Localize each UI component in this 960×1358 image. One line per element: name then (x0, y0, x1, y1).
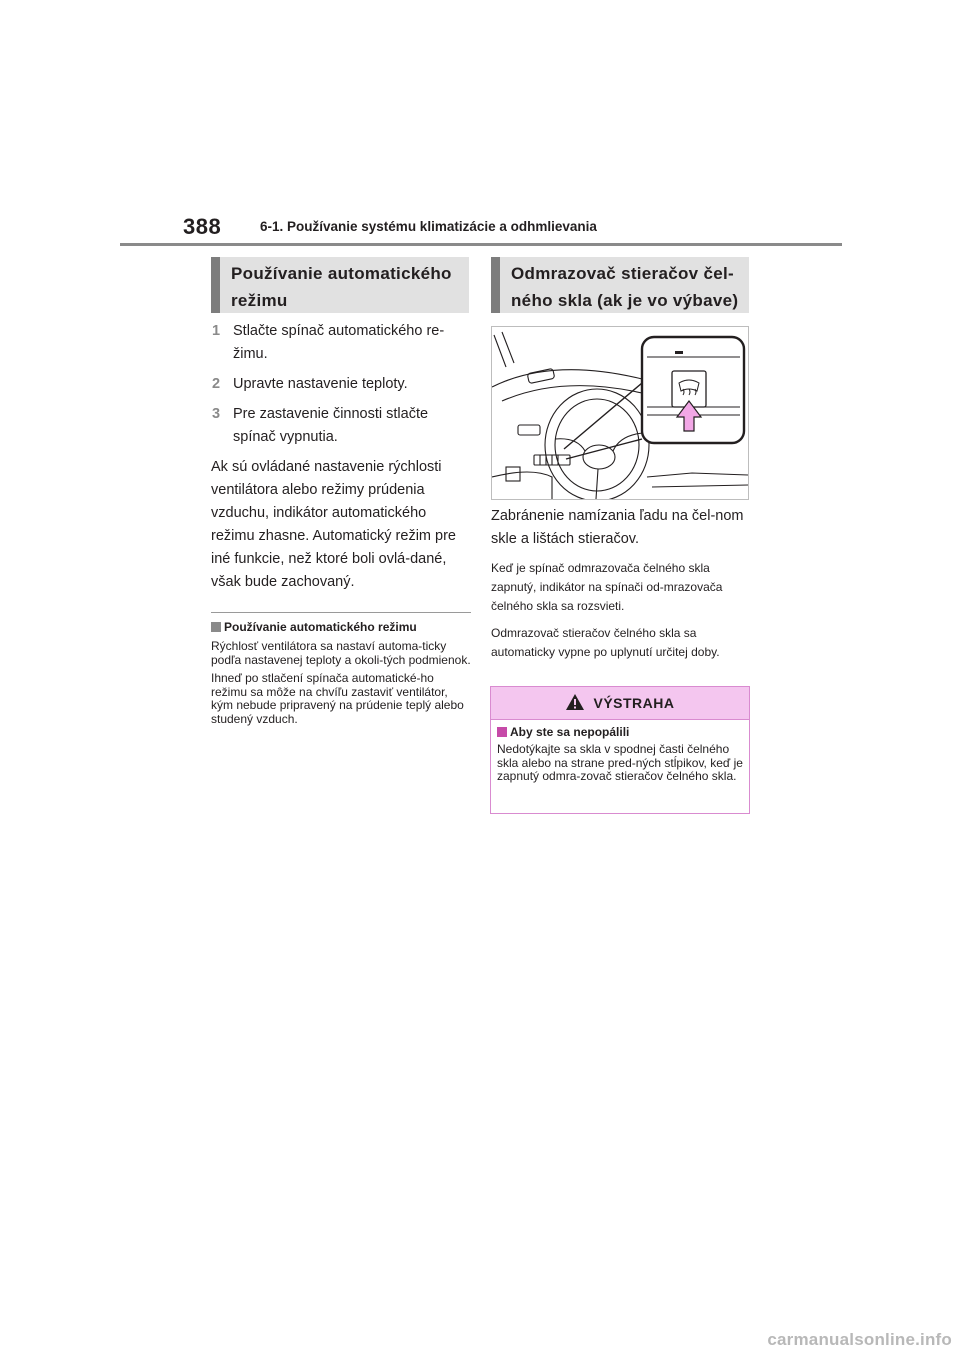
square-bullet-icon (497, 727, 507, 737)
page-number: 388 (183, 214, 222, 239)
step-text: Upravte nastavenie teploty. (233, 376, 408, 392)
note-paragraph: Ihneď po stlačení spínača automatické-ho režimu sa môže na chvíľu zastaviť ventilátor, kým nebude pripravený na prúdenie teplý alebo studený vzduch. (211, 671, 464, 726)
section-heading-auto-mode (211, 257, 469, 313)
note-paragraph: Rýchlosť ventilátora sa nastaví automa-ticky podľa nastavenej teploty a okoli-tých podmienok. (211, 639, 471, 667)
dashboard-illustration (491, 326, 749, 500)
note-heading (211, 619, 471, 635)
step-text: Stlačte spínač automatického re-žimu. (233, 323, 445, 362)
square-bullet-icon (211, 622, 221, 632)
warning-heading-text: Aby ste sa nepopálili (510, 725, 630, 739)
defroster-paragraph: Keď je spínač odmrazovača čelného skla zapnutý, indikátor na spínači od-mrazovača čelného skla sa rozsvieti. (491, 561, 723, 613)
warning-body (491, 720, 749, 784)
warning-heading (497, 724, 743, 740)
defroster-paragraph: Odmrazovač stieračov čelného skla sa automaticky vypne po uplynutí určitej doby. (491, 626, 720, 659)
warning-title: VÝSTRAHA (593, 695, 675, 711)
note-divider (211, 612, 471, 613)
defroster-column (491, 326, 749, 662)
step-number: 1 (212, 323, 221, 339)
step-number: 2 (212, 376, 221, 392)
step-text: Pre zastavenie činnosti stlačte spínač vypnutia. (233, 406, 429, 445)
section-heading-wiper-defroster (491, 257, 749, 313)
warning-title-bar (491, 687, 749, 720)
auto-mode-paragraph: Ak sú ovládané nastavenie rýchlosti ventilátora alebo režimy prúdenia vzduchu, indikátor automatického režimu zhasne. Automatický režim pre iné funkcie, než ktoré boli ovlá-dané, však bude zachovaný. (211, 459, 456, 590)
step-number: 3 (212, 406, 221, 422)
step-item (211, 373, 471, 396)
section-heading-line: Používanie automatického (231, 264, 452, 283)
dashboard-drawing (492, 327, 748, 499)
warning-triangle-icon (565, 693, 585, 714)
auto-mode-column (211, 320, 471, 726)
step-item (211, 403, 471, 449)
note-heading-text: Používanie automatického režimu (224, 620, 417, 634)
section-heading-line: Odmrazovač stieračov čel- (511, 264, 734, 283)
header-rule (120, 243, 842, 246)
footer-watermark: carmanualsonline.info (767, 1330, 952, 1349)
warning-text: Nedotýkajte sa skla v spodnej časti čelného skla alebo na strane pred-ných stĺpikov, keď je zapnutý odmra-zovač stieračov čelného skla. (497, 742, 743, 783)
section-heading-line: ného skla (ak je vo výbave) (511, 291, 739, 310)
warning-box (490, 686, 750, 814)
illustration-caption: Zabránenie namízania ľadu na čel-nom skle a lištách stieračov. (491, 508, 744, 547)
chapter-title: 6-1. Používanie systému klimatizácie a odhmlievania (260, 219, 597, 234)
section-heading-line: režimu (231, 291, 288, 310)
step-item (211, 320, 471, 366)
